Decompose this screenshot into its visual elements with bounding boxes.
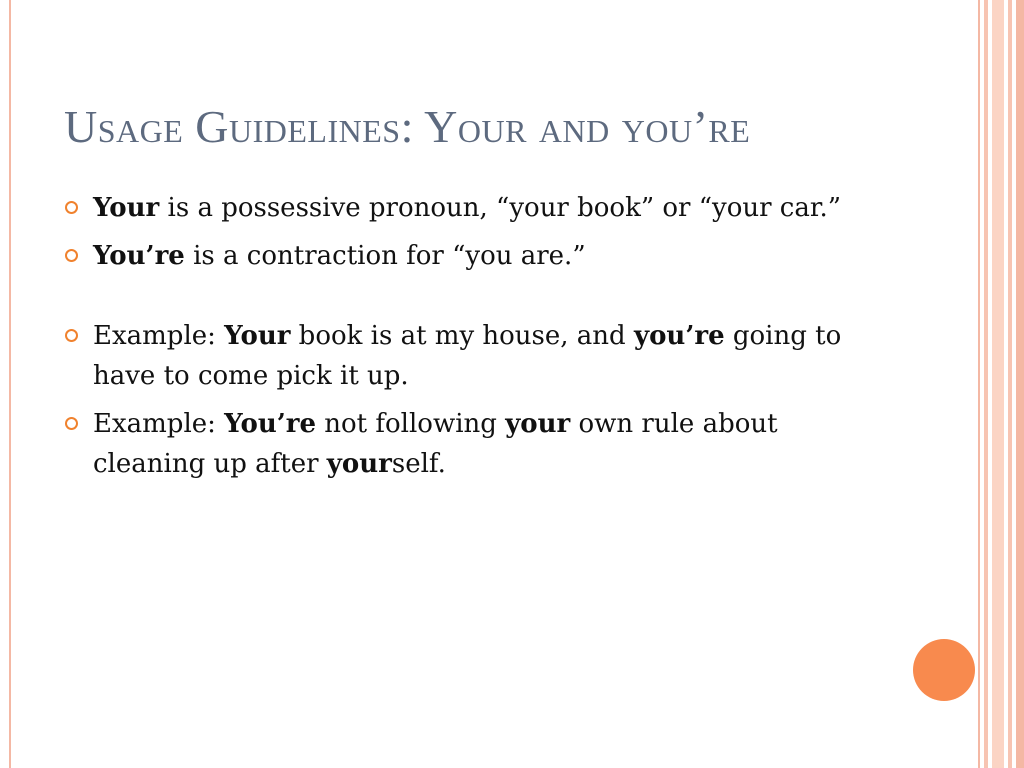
bold-term: you’re [633,321,725,351]
orange-circle-icon [913,639,975,701]
bullet-item [64,188,864,228]
bold-term: Your [93,193,160,223]
text-run: is a possessive pronoun, “your book” or “your car.” [159,193,842,223]
text-run: going to have to come pick it up. [93,321,842,391]
hollow-circle-bullet-icon [65,249,78,262]
bullet-text [93,321,841,391]
text-run: book is at my house, and [290,321,634,351]
text-run: is a contraction for “you are.” [184,241,586,271]
bullet-item [64,316,864,396]
left-border-line [9,0,11,768]
stripe [992,0,1004,768]
bullet-text [93,193,841,223]
stripe [984,0,988,768]
stripe [1016,0,1024,768]
text-run: Example: [93,321,225,351]
bold-term: your [326,449,392,479]
bullet-text [93,409,778,479]
text-run: Example: [93,409,225,439]
right-decorative-stripes [978,0,1024,768]
stripe [1008,0,1012,768]
bullet-list [64,188,864,492]
bullet-item [64,404,864,484]
bullet-item [64,236,864,276]
text-run: own rule about cleaning up after [93,409,778,479]
stripe [978,0,980,768]
bullet-text [93,241,586,271]
bold-term: You’re [93,241,185,271]
hollow-circle-bullet-icon [65,329,78,342]
hollow-circle-bullet-icon [65,417,78,430]
text-run: not following [316,409,506,439]
bold-term: your [505,409,571,439]
text-run: self. [391,449,446,479]
bold-term: Your [224,321,291,351]
hollow-circle-bullet-icon [65,201,78,214]
bold-term: You’re [224,409,317,439]
slide-title: Usage Guidelines: Your and you’re [64,101,751,152]
